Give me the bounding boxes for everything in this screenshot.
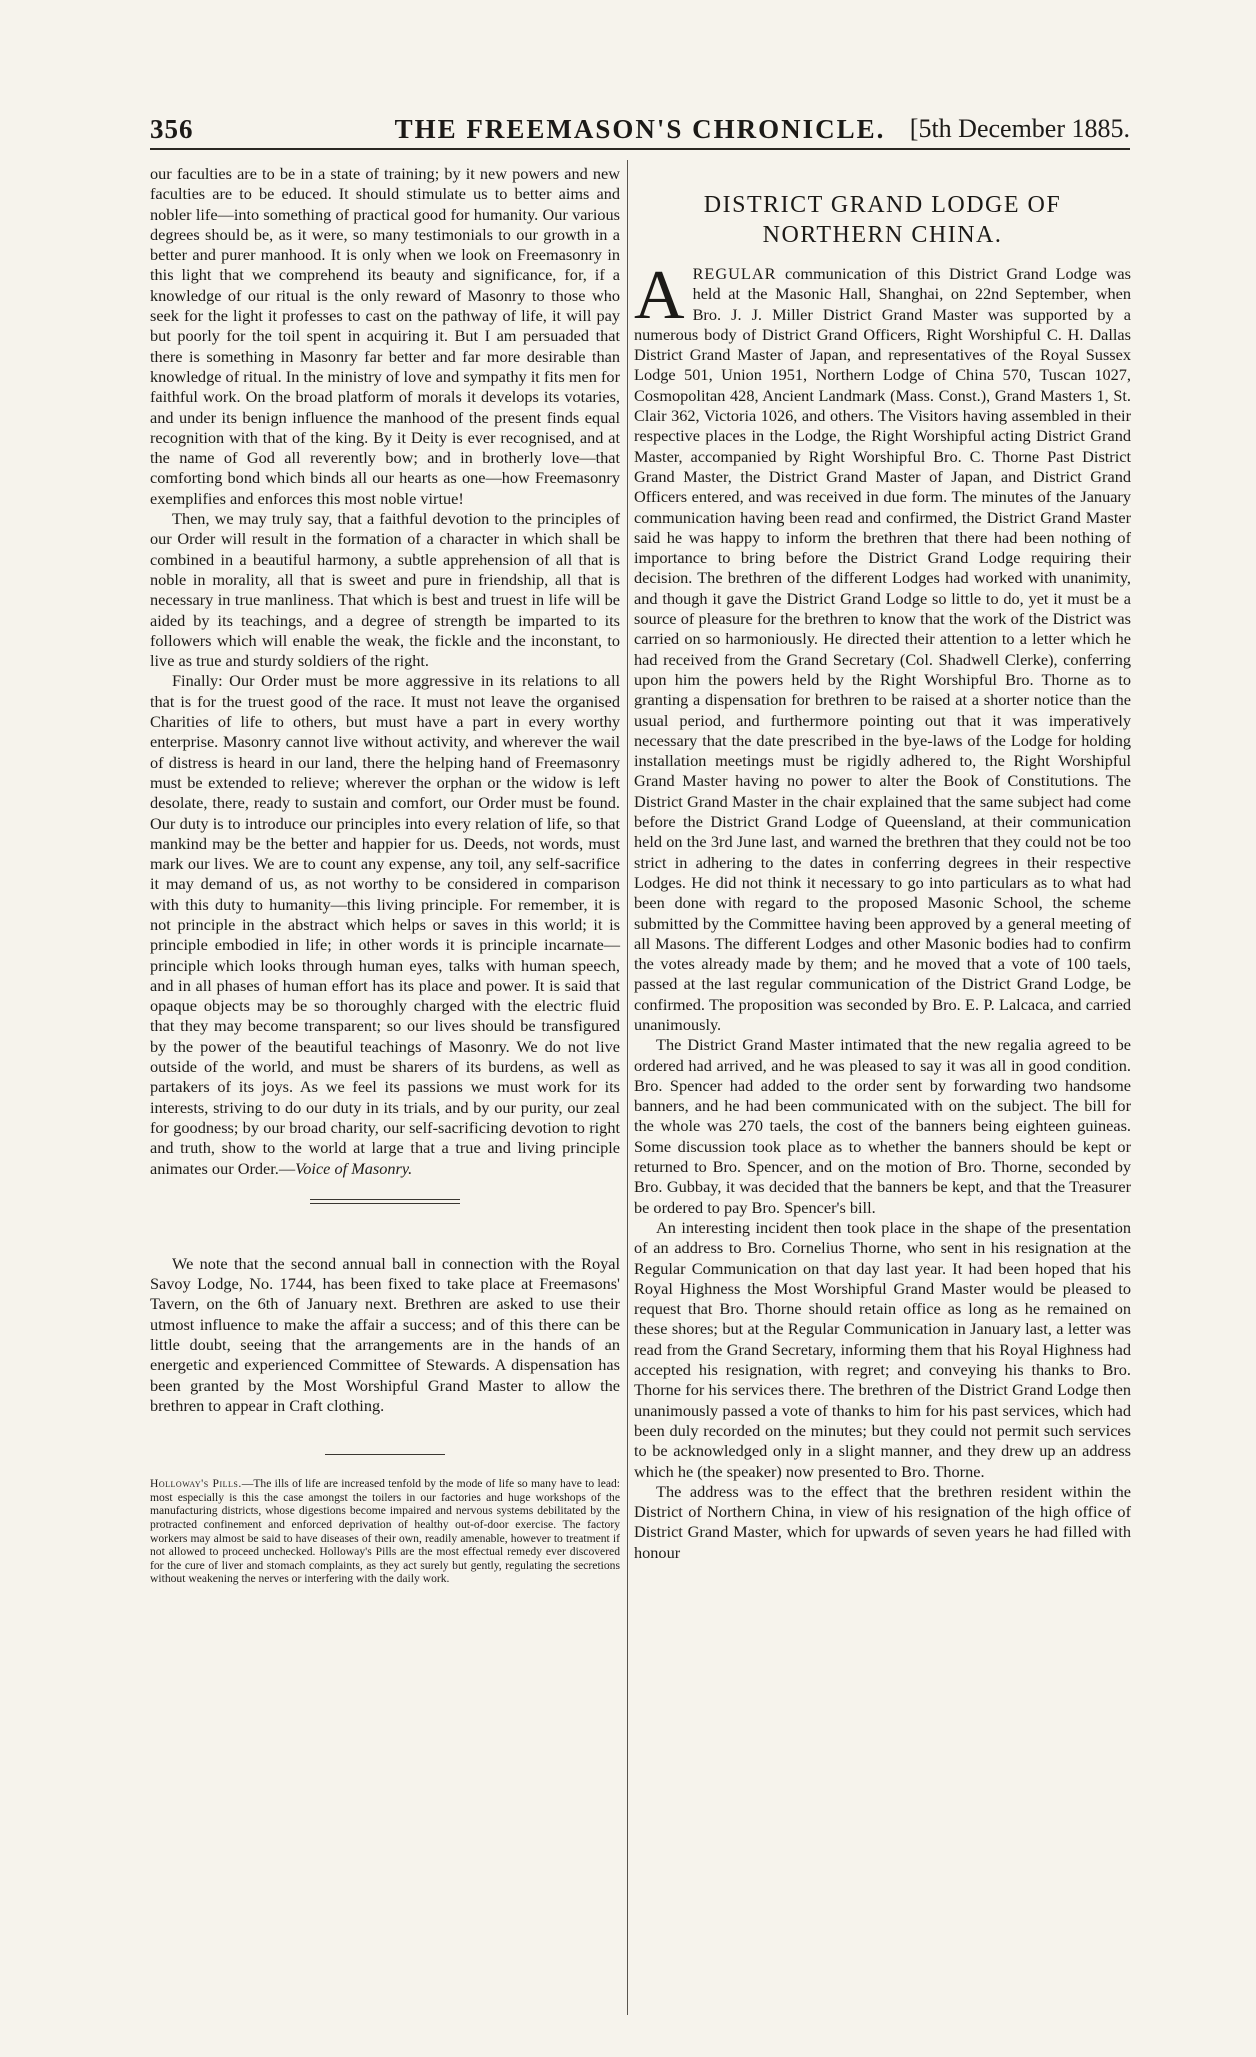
article-paragraph-text: Finally: Our Order must be more aggressive in its relations to all that is for the truest good of the race. It must not leave the organised Charities of life to others, but must have a part in every worthy enterprise. Masonry cannot live without activity, and wherever the wail of distress is heard in our land, there the helping hand of Freemasonry must be extended to relieve; wherever the orphan or the widow is left desolate, there, ready to sustain and comfort, our Order must be found. Our duty is to introduce our principles into every relation of life, so that mankind may be the better and happier for us. Deeds, not words, must mark our lives. We are to count any expense, any toil, any self-sacrifice it may demand of us, as not worthy to be considered in comparison with this duty to humanity—this living principle. For remember, it is not principle in the abstract which helps or saves in this world; it is principle embodied in life; in other words it is principle incarnate—principle which looks through human eyes, talks with human speech, and in all phases of human effort has its place and power. It is said that opaque objects may be so thoroughly charged with the electric fluid that they may become transparent; so our lives should be transfigured by the power of the beautiful teachings of Masonry. We do not live outside of the world, and must be sharers of its burdens, as well as partakers of its joys. As we feel its passions we must work for its interests, striving to do our duty in its trials, and by our purity, our zeal for goodness; by our broad charity, our self-sacrificing devotion to right and truth, show to the world at large that a true and living principle animates our Order.—: [150, 671, 620, 1178]
drop-cap: A: [634, 257, 685, 334]
article-paragraph: our faculties are to be in a state of training; by it new powers and new faculties are to be educed. It should stimulate us to better aims and nobler life—into something of practical good for humanity. Our various degrees should be, as it were, so many testimonials to our growth in a better and purer manhood. It is only when we look on Freemasonry in this light that we comprehend its beauty and significance, for, if a knowledge of our ritual is the only reward of Masonry to those who seek for the light it professes to cast on the pathway of life, it will pay but poorly for the toil spent in acquiring it. But I am persuaded that there is something in Masonry far better and far more desirable than knowledge of ritual. In the ministry of love and sympathy it fits men for faithful work. On the broad platform of morals it develops its votaries, and under its benign influence the manhood of the present finds equal recognition with that of the king. By it Deity is ever recognised, and at the name of God all reverently bow; and in brotherly love—that comforting bond which binds all our hearts as one—how Freemasonry exemplifies and enforces this most noble virtue!: [150, 164, 620, 508]
advertisement-text: —The ills of life are increased tenfold by the mode of life so many have to lead: most especially is this the case amongst the toilers in our factories and huge workshops of the manufacturing districts, whose digestions become impaired and nervous systems debilitated by the protracted confinement and enforced deprivation of healthy out-of-door exercise. The factory workers may almost be said to have diseases of their own, readily amenable, however to treatment if not allowed to proceed unchecked. Holloway's Pills are the most effectual remedy ever discovered for the cure of liver and stomach complaints, as they act surely but gently, regulating the secretions without weakening the nerves or interfering with the daily work.: [150, 1477, 620, 1586]
article-heading: [634, 190, 1131, 250]
opening-caps: REGULAR: [692, 264, 777, 283]
article-paragraph: The address was to the effect that the brethren resident within the District of Northern China, in view of his resignation of the high office of District Grand Master, which for upwards of seven years he had filled with honour: [634, 1481, 1131, 1562]
masthead: [150, 108, 1130, 150]
article-paragraph: The District Grand Master intimated that the new regalia agreed to be ordered had arrived, and he was pleased to say it was all in good condition. Bro. Spencer had added to the order sent by forwarding two handsome banners, and he had been communicated with on the subject. The bill for the whole was 270 taels, the cost of the banners being eighteen guineas. Some discussion took place as to whether the banners should be kept or returned to Bro. Spencer, and on the motion of Bro. Thorne, seconded by Bro. Gubbay, it was decided that the banners be kept, and that the Treasurer be ordered to pay Bro. Spencer's bill.: [634, 1035, 1131, 1217]
column-divider: [627, 160, 628, 2015]
issue-date: [5th December 1885.: [909, 114, 1130, 143]
article-paragraph: Then, we may truly say, that a faithful devotion to the principles of our Order will result in the formation of a character in which shall be combined in a beautiful harmony, a subtle apprehension of all that is noble in morality, all that is sweet and pure in friendship, all that is necessary in true manliness. That which is best and truest in life will be aided by its teachings, and a degree of strength be imparted to its followers which will enable the weak, the fickle and the inconstant, to live as true and sturdy soldiers of the right.: [150, 509, 620, 671]
article-source: Voice of Masonry.: [295, 1158, 413, 1178]
article-paragraph: [150, 671, 620, 1178]
article-paragraph: [634, 257, 1131, 1035]
section-separator: [325, 1454, 445, 1455]
publication-title: THE FREEMASON'S CHRONICLE.: [394, 114, 886, 144]
right-column: [634, 164, 1131, 1563]
notice-paragraph: We note that the second annual ball in connection with the Royal Savoy Lodge, No. 1744, has been fixed to take place at Freemasons' Tavern, on the 6th of January next. Brethren are asked to use their utmost influence to make the affair a success; and of this there can be little doubt, seeing that the arrangements are in the hands of an energetic and experienced Committee of Stewards. A dispensation has been granted by the Most Worshipful Grand Master to allow the brethren to appear in Craft clothing.: [150, 1253, 620, 1415]
left-column: [150, 164, 620, 1586]
advertisement-lead: Holloway's Pills.: [150, 1477, 242, 1491]
article-heading-line: NORTHERN CHINA.: [762, 222, 1003, 248]
article-heading-line: DISTRICT GRAND LODGE OF: [703, 192, 1062, 218]
article-paragraph: An interesting incident then took place in the shape of the presentation of an address to Bro. Cornelius Thorne, who sent in his resignation at the Regular Communication on that day last year. It had been hoped that his Royal Highness the Most Worshipful Grand Master would be pleased to request that Bro. Thorne should retain office as long as he remained on these shores; but at the Regular Communication in January last, a letter was read from the Grand Secretary, informing them that his Royal Highness had accepted his resignation, with regret; and conveying his thanks to Bro. Thorne for his services there. The brethren of the District Grand Lodge then unanimously passed a vote of thanks to him for his past services, which had been duly recorded on the minutes; but they could not permit such services to be acknowledged only in a slight manner, and they drew up an address which he (the speaker) now presented to Bro. Thorne.: [634, 1217, 1131, 1481]
page-number: 356: [150, 114, 194, 144]
section-separator: [310, 1199, 460, 1204]
advertisement: [150, 1477, 620, 1586]
article-paragraph-text: communication of this District Grand Lodge was held at the Masonic Hall, Shanghai, on 22nd September, when Bro. J. J. Miller District Grand Master was supported by a numerous body of District Grand Officers, Right Worshipful C. H. Dallas District Grand Master of Japan, and representatives of the Royal Sussex Lodge 501, Union 1951, Northern Lodge of China 570, Tuscan 1027, Cosmopolitan 428, Ancient Landmark (Mass. Const.), Grand Masters 1, St. Clair 362, Victoria 1026, and others. The Visitors having assembled in their respective places in the Lodge, the Right Worshipful acting District Grand Master, accompanied by Right Worshipful Bro. C. Thorne Past District Grand Master, the District Grand Master of Japan, and District Grand Officers entered, and was received in due form. The minutes of the January communication having been read and confirmed, the District Grand Master said he was happy to inform the brethren that there had been nothing of importance to bring before the District Grand Lodge requiring their decision. The brethren of the different Lodges had worked with unanimity, and though it gave the District Grand Lodge so little to do, yet it must be a source of pleasure for the brethren to know that the work of the District was carried on so harmoniously. He directed their attention to a letter which he had received from the Grand Secretary (Col. Shadwell Clerke), conferring upon him the powers held by the Right Worshipful Bro. Thorne as to granting a dispensation for brethren to be raised at a shorter notice than the usual period, and furthermore pointing out that it was imperatively necessary that the date prescribed in the bye-laws of the Lodge for holding installation meetings must be rigidly adhered to, the Right Worshipful Grand Master having no power to alter the Book of Constitutions. The District Grand Master in the chair explained that the same subject had come before the District Grand Lodge of Queensland, at their communication held on the 3rd June last, and warned the brethren that they could not be too strict in adhering to the dates in conferring degrees in their respective Lodges. He did not think it necessary to go into particulars as to what had been done with regard to the proposed Masonic School, the scheme submitted by the Committee having been approved by a general meeting of all Masons. The different Lodges and other Masonic bodies had to confirm the votes already made by them; and he moved that a vote of 100 taels, passed at the last regular communication of the District Grand Lodge, be confirmed. The proposition was seconded by Bro. E. P. Lalcaca, and carried unanimously.: [634, 264, 1131, 1034]
